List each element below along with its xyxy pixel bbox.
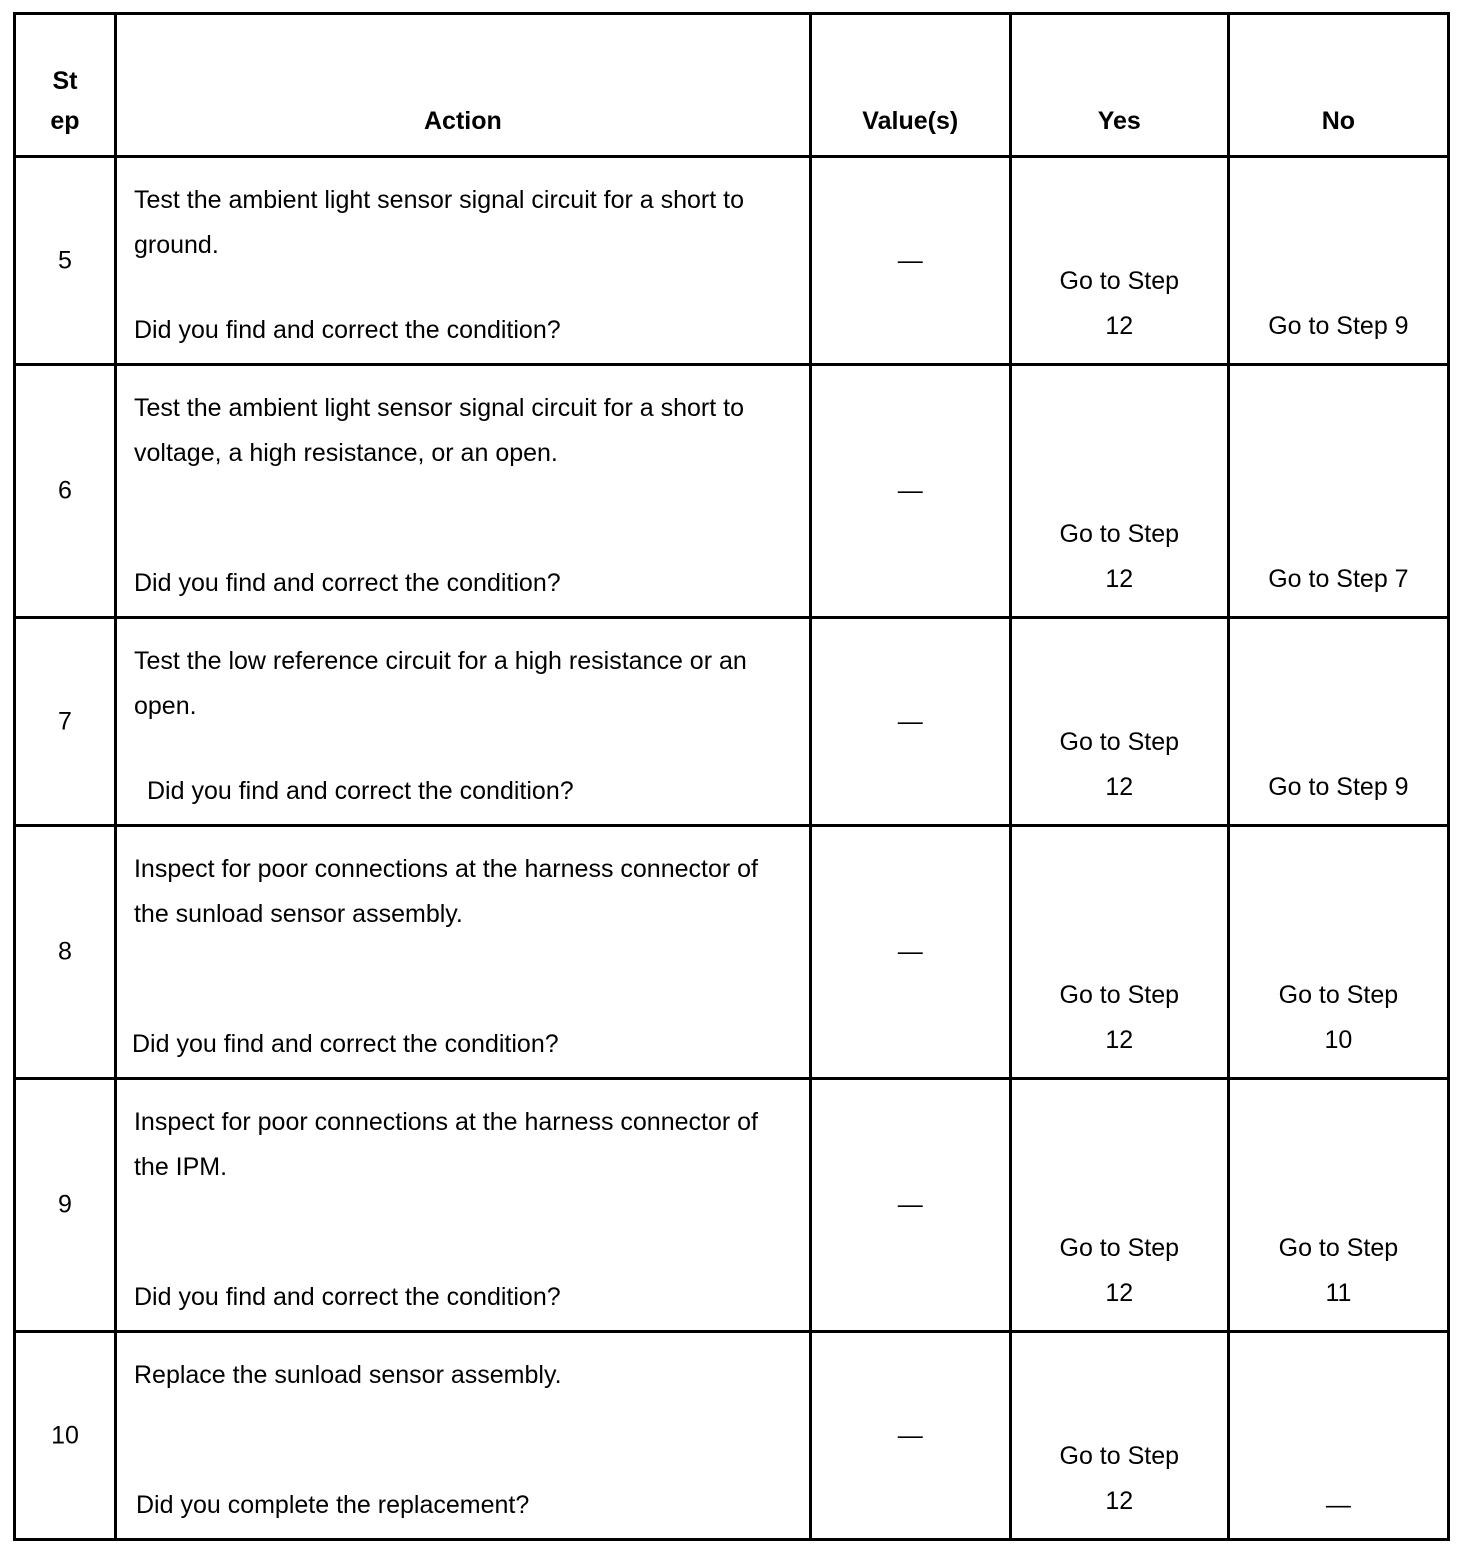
step-cell xyxy=(15,365,116,618)
yes-text xyxy=(1012,720,1227,810)
table-row xyxy=(15,365,1449,618)
yes-line2: 12 xyxy=(1105,1487,1134,1515)
yes-line2: 12 xyxy=(1105,312,1134,340)
table-row xyxy=(15,826,1449,1079)
value-text: — xyxy=(897,707,923,735)
yes-text xyxy=(1012,512,1227,602)
table-row xyxy=(15,1332,1449,1540)
yes-line1: Go to Step xyxy=(1059,981,1180,1009)
action-question: Did you find and correct the condition? xyxy=(133,569,561,597)
yes-text xyxy=(1012,259,1227,349)
no-cell xyxy=(1228,826,1448,1079)
no-text: — xyxy=(1325,1491,1351,1519)
value-text: — xyxy=(897,1421,923,1449)
header-step-line1: St xyxy=(52,67,78,95)
diagnostic-table xyxy=(13,12,1450,1541)
action-cell xyxy=(115,1079,810,1332)
step-number: 6 xyxy=(58,476,72,505)
action-cell xyxy=(115,365,810,618)
no-cell xyxy=(1228,365,1448,618)
yes-line2: 12 xyxy=(1105,1279,1134,1307)
yes-line2: 12 xyxy=(1105,773,1134,801)
header-value: Value(s) xyxy=(862,107,959,135)
action-cell xyxy=(115,157,810,365)
header-no-cell xyxy=(1228,14,1448,157)
action-cell xyxy=(115,826,810,1079)
step-cell xyxy=(15,157,116,365)
action-cell xyxy=(115,618,810,826)
step-cell xyxy=(15,1332,116,1540)
step-cell xyxy=(15,618,116,826)
header-row xyxy=(15,14,1449,157)
value-cell xyxy=(810,826,1010,1079)
yes-cell xyxy=(1010,1079,1228,1332)
yes-line1: Go to Step xyxy=(1059,1442,1180,1470)
no-line1: Go to Step xyxy=(1278,1234,1399,1262)
value-text: — xyxy=(897,1190,923,1219)
header-step-line2: ep xyxy=(50,107,80,135)
yes-line2: 12 xyxy=(1105,1026,1134,1054)
step-number: 5 xyxy=(58,246,72,274)
step-number: 7 xyxy=(58,707,72,735)
yes-line1: Go to Step xyxy=(1059,267,1180,295)
no-text: Go to Step 7 xyxy=(1268,565,1409,593)
action-text: Test the ambient light sensor signal circuit for a short to ground. xyxy=(133,186,744,259)
no-text: Go to Step 9 xyxy=(1268,773,1409,801)
header-action: Action xyxy=(423,107,502,135)
step-cell xyxy=(15,1079,116,1332)
action-question: Did you find and correct the condition? xyxy=(133,316,561,344)
no-line2: 10 xyxy=(1324,1026,1353,1054)
action-question: Did you complete the replacement? xyxy=(135,1491,530,1519)
step-cell xyxy=(15,826,116,1079)
value-cell xyxy=(810,618,1010,826)
no-line1: Go to Step xyxy=(1278,981,1399,1009)
header-yes: Yes xyxy=(1097,107,1141,135)
no-text: Go to Step 9 xyxy=(1268,312,1409,340)
step-number: 8 xyxy=(58,937,72,966)
action-text: Test the low reference circuit for a high resistance or an open. xyxy=(133,647,747,720)
yes-cell xyxy=(1010,1332,1228,1540)
table-row xyxy=(15,1079,1449,1332)
value-cell xyxy=(810,157,1010,365)
yes-line1: Go to Step xyxy=(1059,728,1180,756)
value-text: — xyxy=(897,246,923,274)
step-number: 9 xyxy=(58,1190,72,1219)
header-yes-cell xyxy=(1010,14,1228,157)
action-question: Did you find and correct the condition? xyxy=(146,777,574,805)
yes-line1: Go to Step xyxy=(1059,1234,1180,1262)
action-question: Did you find and correct the condition? xyxy=(133,1283,561,1311)
yes-text xyxy=(1012,973,1227,1063)
yes-text xyxy=(1012,1434,1227,1524)
value-cell xyxy=(810,1079,1010,1332)
action-text: Replace the sunload sensor assembly. xyxy=(133,1361,562,1389)
header-step-cell xyxy=(15,14,116,157)
no-text xyxy=(1230,1226,1447,1316)
value-text: — xyxy=(897,937,923,966)
no-line2: 11 xyxy=(1325,1279,1352,1307)
table-row xyxy=(15,157,1449,365)
action-cell xyxy=(115,1332,810,1540)
no-cell xyxy=(1228,1079,1448,1332)
action-text: Test the ambient light sensor signal circuit for a short to voltage, a high resistance, or an open. xyxy=(133,394,744,467)
yes-text xyxy=(1012,1226,1227,1316)
header-no: No xyxy=(1321,107,1356,135)
yes-cell xyxy=(1010,157,1228,365)
no-cell xyxy=(1228,157,1448,365)
action-text: Inspect for poor connections at the harness connector of the IPM. xyxy=(133,1108,758,1181)
header-step xyxy=(16,61,114,141)
value-cell xyxy=(810,365,1010,618)
yes-cell xyxy=(1010,826,1228,1079)
step-number: 10 xyxy=(51,1421,79,1449)
no-cell xyxy=(1228,618,1448,826)
action-question: Did you find and correct the condition? xyxy=(131,1030,559,1058)
header-value-cell xyxy=(810,14,1010,157)
no-cell xyxy=(1228,1332,1448,1540)
table-row xyxy=(15,618,1449,826)
value-cell xyxy=(810,1332,1010,1540)
yes-line1: Go to Step xyxy=(1059,520,1180,548)
header-action-cell xyxy=(115,14,810,157)
no-text xyxy=(1230,973,1447,1063)
action-text: Inspect for poor connections at the harness connector of the sunload sensor assembly. xyxy=(133,855,758,928)
yes-cell xyxy=(1010,618,1228,826)
value-text: — xyxy=(897,476,923,505)
yes-cell xyxy=(1010,365,1228,618)
yes-line2: 12 xyxy=(1105,565,1134,593)
